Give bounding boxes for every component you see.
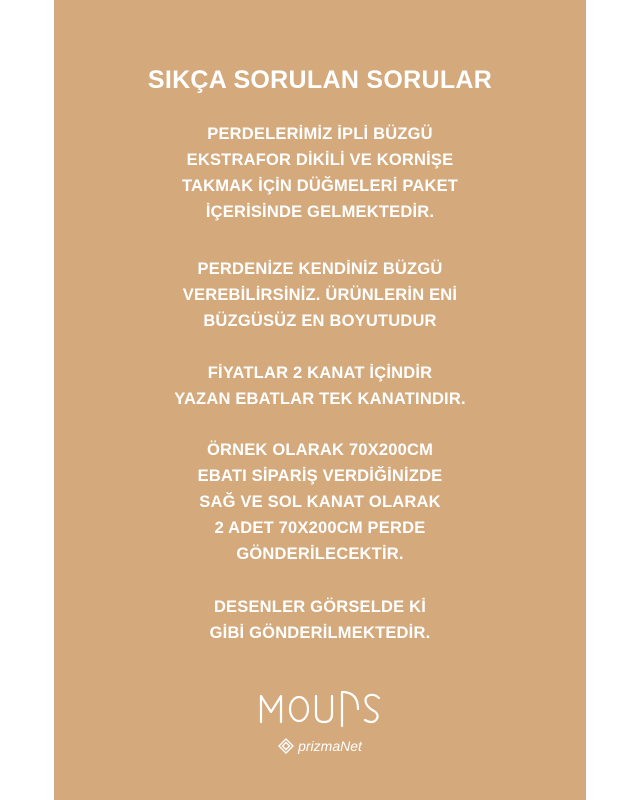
faq-line: EKSTRAFOR DİKİLİ VE KORNİŞE	[186, 151, 454, 169]
faq-line: GÖNDERİLECEKTİR.	[236, 545, 404, 563]
faq-line: FİYATLAR 2 KANAT İÇİNDİR	[207, 364, 433, 382]
faq-line: PERDELERİMİZ İPLİ BÜZGÜ	[207, 125, 433, 143]
prizmanet-emblem-icon	[278, 738, 294, 754]
faq-line: İÇERİSİNDE GELMEKTEDİR.	[205, 203, 435, 221]
moods-logo-icon	[255, 686, 385, 730]
faq-line: 2 ADET 70X200CM PERDE	[214, 519, 426, 537]
faq-block-5	[54, 594, 586, 646]
faq-line: PERDENİZE KENDİNİZ BÜZGÜ	[197, 260, 443, 278]
faq-line: EBATI SİPARİŞ VERDİĞİNİZDE	[197, 467, 443, 485]
faq-block-4	[54, 437, 586, 567]
prizmanet-logo	[54, 734, 586, 758]
prizmanet-label: prizmaNet	[298, 738, 362, 754]
faq-line: YAZAN EBATLAR TEK KANATINDIR.	[174, 390, 466, 408]
faq-line: SAĞ VE SOL KANAT OLARAK	[199, 493, 441, 511]
faq-line: TAKMAK İÇİN DÜĞMELERİ PAKET	[181, 177, 459, 195]
faq-line: ÖRNEK OLARAK 70X200CM	[206, 441, 434, 459]
faq-block-1	[54, 121, 586, 225]
faq-line: VEREBİLİRSİNİZ. ÜRÜNLERİN ENİ	[182, 286, 458, 304]
faq-block-2	[54, 256, 586, 334]
page-title: SIKÇA SORULAN SORULAR	[147, 66, 493, 94]
faq-panel	[54, 0, 586, 800]
faq-line: DESENLER GÖRSELDE Kİ	[213, 598, 427, 616]
faq-line: BÜZGÜSÜZ EN BOYUTUDUR	[203, 312, 437, 330]
faq-block-3	[54, 360, 586, 412]
faq-line: GİBİ GÖNDERİLMEKTEDİR.	[209, 624, 431, 642]
